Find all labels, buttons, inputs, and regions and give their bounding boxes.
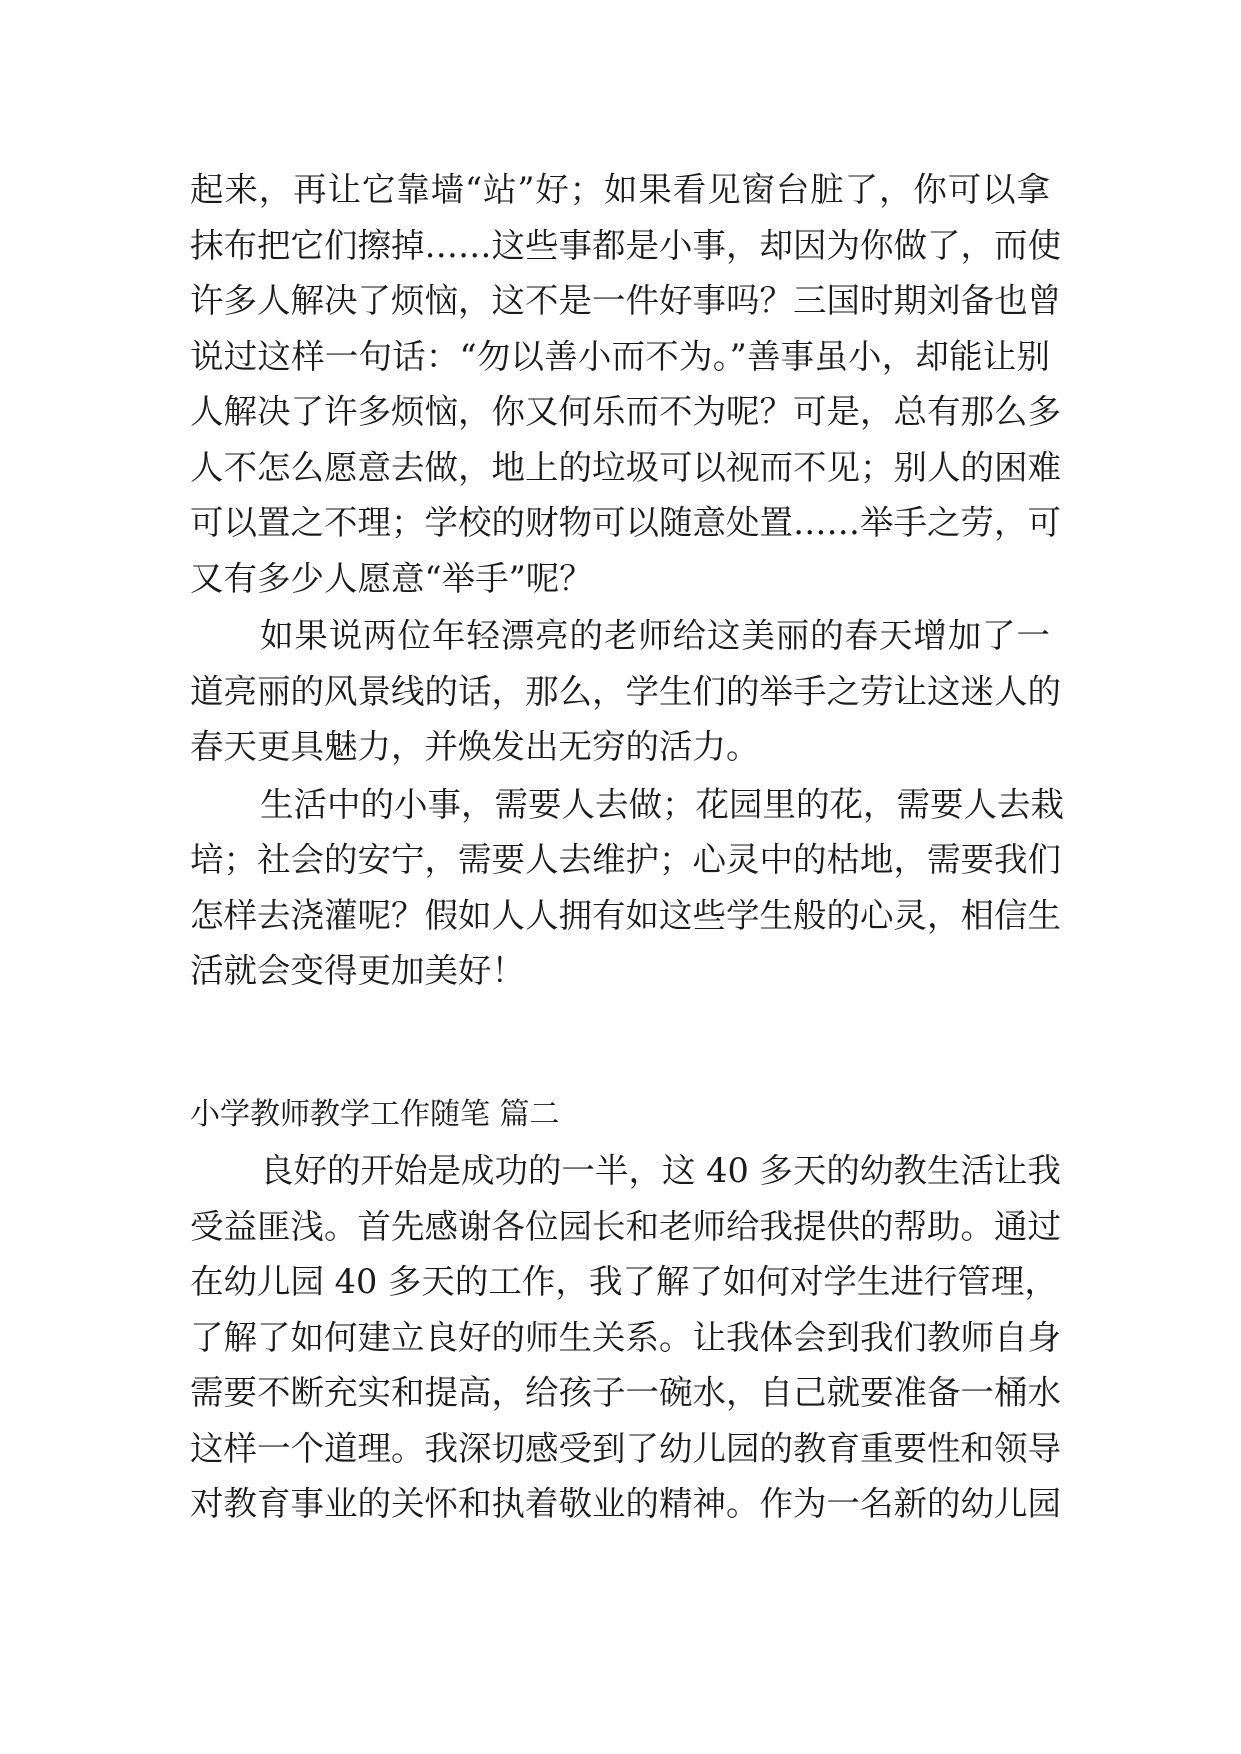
section-heading: 小学教师教学工作随笔 篇二 xyxy=(190,1097,560,1132)
text-line: 活就会变得更加美好！ xyxy=(190,951,525,990)
text-line: 良好的开始是成功的一半，这 40 多天的幼教生活让我 xyxy=(260,1151,1061,1190)
text-line: 需要不断充实和提高，给孩子一碗水，自己就要准备一桶水 xyxy=(190,1373,1061,1412)
text-line: 起来，再让它靠墙“站”好；如果看见窗台脏了，你可以拿 xyxy=(190,170,1050,209)
text-line: 春天更具魅力，并焕发出无穷的活力。 xyxy=(190,727,760,766)
text-line: 了解了如何建立良好的师生关系。让我体会到我们教师自身 xyxy=(190,1318,1061,1357)
text-line: 怎样去浇灌呢？假如人人拥有如这些学生般的心灵，相信生 xyxy=(190,896,1061,935)
text-line: 这样一个道理。我深切感受到了幼儿园的教育重要性和领导 xyxy=(190,1429,1061,1468)
text-line: 人不怎么愿意去做，地上的垃圾可以视而不见；别人的困难 xyxy=(190,448,1061,487)
text-line: 如果说两位年轻漂亮的老师给这美丽的春天增加了一 xyxy=(260,616,1050,655)
text-line: 人解决了许多烦恼，你又何乐而不为呢？可是，总有那么多 xyxy=(190,392,1061,431)
text-line: 可以置之不理；学校的财物可以随意处置……举手之劳，可 xyxy=(190,503,1061,542)
text-line: 培；社会的安宁，需要人去维护；心灵中的枯地，需要我们 xyxy=(190,840,1061,879)
text-line: 生活中的小事，需要人去做；花园里的花，需要人去栽 xyxy=(260,785,1064,824)
text-line: 许多人解决了烦恼，这不是一件好事吗？三国时期刘备也曾 xyxy=(190,281,1061,320)
text-line: 又有多少人愿意“举手”呢？ xyxy=(190,559,593,598)
text-line: 道亮丽的风景线的话，那么，学生们的举手之劳让这迷人的 xyxy=(190,672,1061,711)
text-line: 在幼儿园 40 多天的工作，我了解了如何对学生进行管理， xyxy=(190,1262,1058,1301)
text-line: 说过这样一句话：“勿以善小而不为。”善事虽小，却能让别 xyxy=(190,337,1050,376)
text-line: 抹布把它们擦掉……这些事都是小事，却因为你做了，而使 xyxy=(190,226,1061,265)
text-line: 对教育事业的关怀和执着敬业的精神。作为一名新的幼儿园 xyxy=(190,1484,1061,1523)
text-line: 受益匪浅。首先感谢各位园长和老师给我提供的帮助。通过 xyxy=(190,1207,1061,1246)
